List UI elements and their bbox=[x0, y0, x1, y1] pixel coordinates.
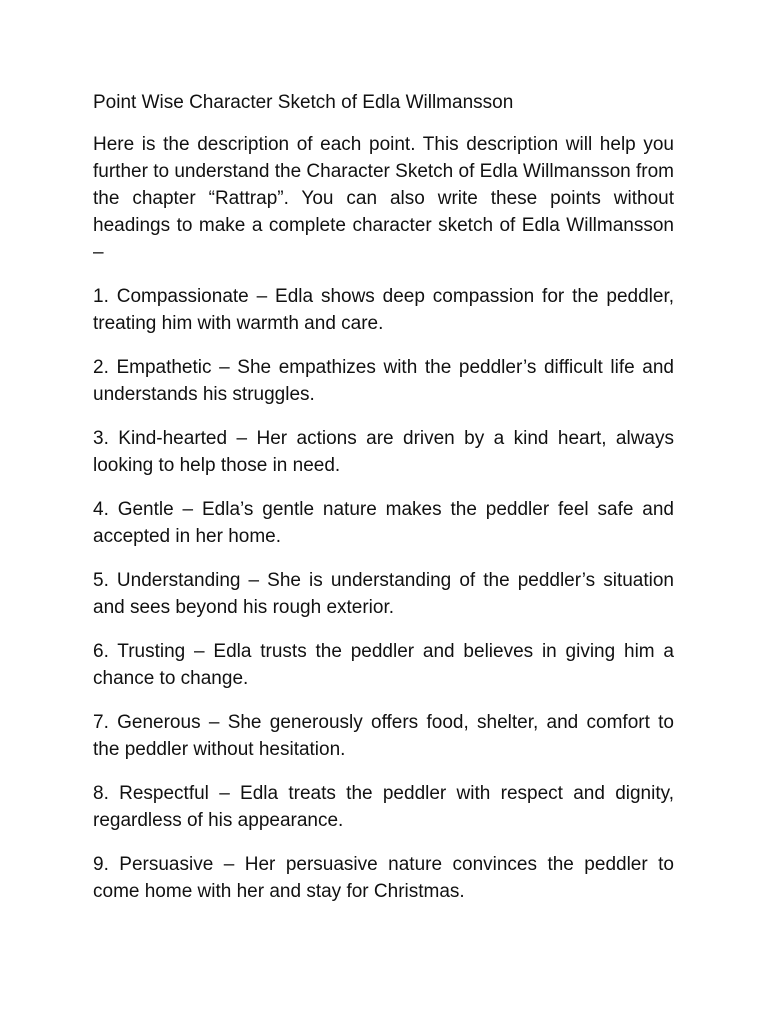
document-page bbox=[93, 89, 674, 922]
point-empathetic: 2. Empathetic – She empathizes with the peddler’s difficult life and understands his struggles. bbox=[93, 357, 674, 405]
point-trusting: 6. Trusting – Edla trusts the peddler and believes in giving him a chance to change. bbox=[93, 641, 674, 689]
point-kind-hearted: 3. Kind-hearted – Her actions are driven by a kind heart, always looking to help those in need. bbox=[93, 428, 674, 476]
point-gentle: 4. Gentle – Edla’s gentle nature makes the peddler feel safe and accepted in her home. bbox=[93, 499, 674, 547]
point-generous: 7. Generous – She generously offers food, shelter, and comfort to the peddler without hesitation. bbox=[93, 712, 674, 760]
point-compassionate: 1. Compassionate – Edla shows deep compassion for the peddler, treating him with warmth and care. bbox=[93, 286, 674, 334]
point-persuasive: 9. Persuasive – Her persuasive nature convinces the peddler to come home with her and stay for Christmas. bbox=[93, 854, 674, 902]
intro-paragraph: Here is the description of each point. This description will help you further to understand the Character Sketch of Edla Willmansson from the chapter “Rattrap”. You can also write these points without headings to make a complete character sketch of Edla Willmansson – bbox=[93, 134, 674, 263]
point-understanding: 5. Understanding – She is understanding of the peddler’s situation and sees beyond his rough exterior. bbox=[93, 570, 674, 618]
document-title: Point Wise Character Sketch of Edla Willmansson bbox=[93, 92, 514, 113]
point-respectful: 8. Respectful – Edla treats the peddler with respect and dignity, regardless of his appearance. bbox=[93, 783, 674, 831]
